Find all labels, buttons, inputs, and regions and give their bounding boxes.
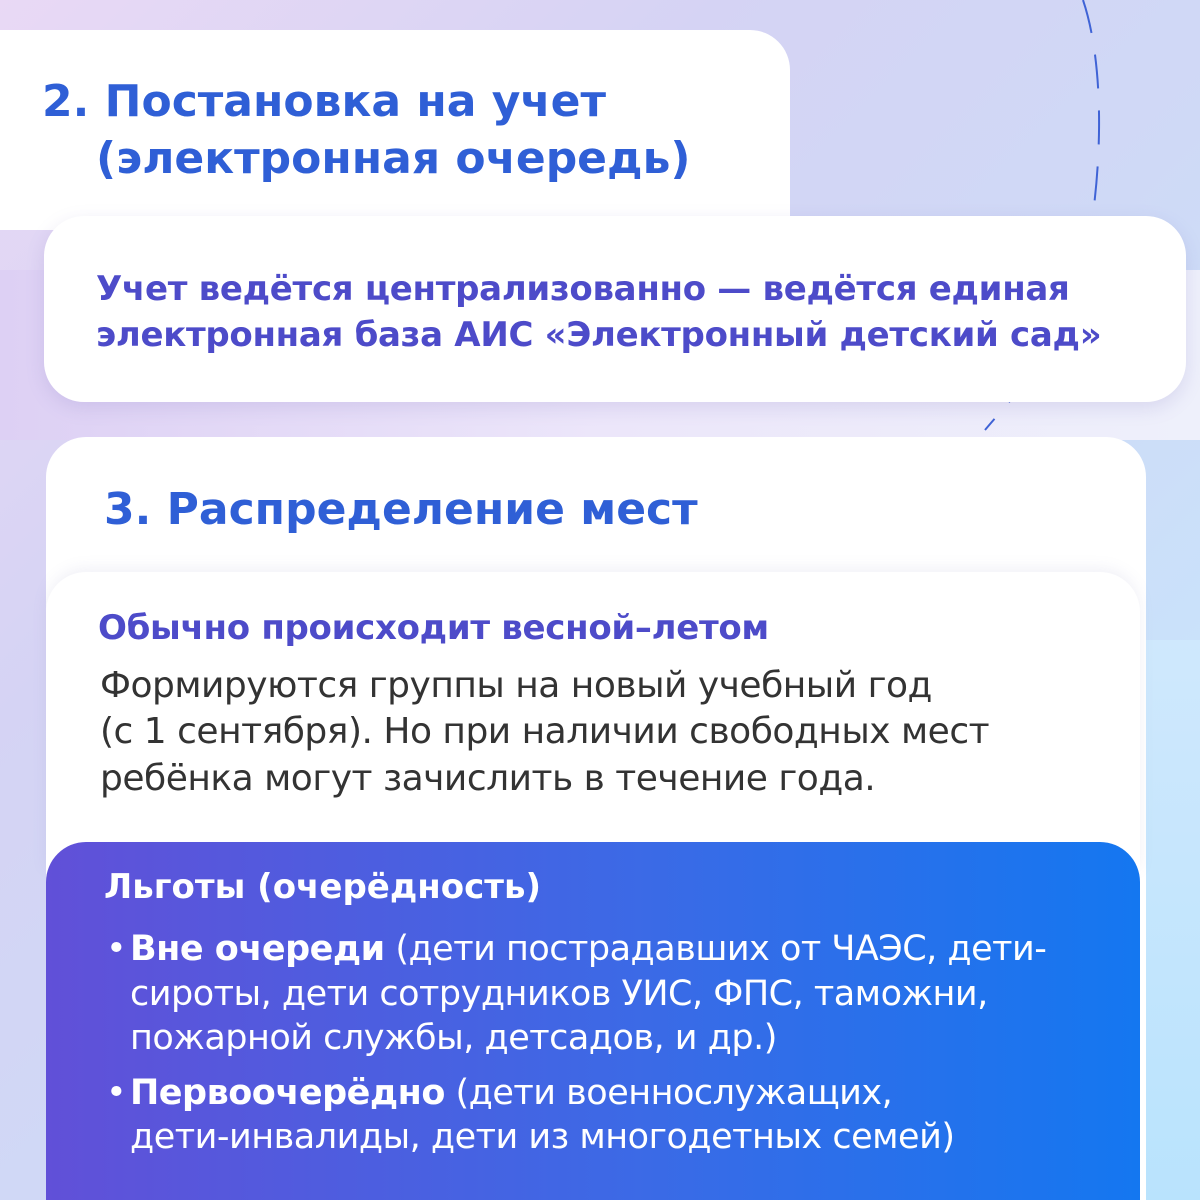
benefit-item2-line1 [130, 1073, 893, 1113]
section2-title-line2: (электронная очередь) [96, 133, 691, 184]
benefit-item1-line1 [130, 929, 1047, 969]
section3-subheading: Обычно происходит весной–летом [98, 608, 769, 648]
section3-body-line1: Формируются группы на новый учебный год [100, 665, 932, 706]
benefit-item1-line2: сироты, дети сотрудников УИС, ФПС, таможни, [130, 974, 988, 1014]
section2-info-card [44, 216, 1186, 402]
section2-info-line2: электронная база АИС «Электронный детский сад» [96, 315, 1102, 355]
bullet-icon: • [106, 929, 127, 969]
benefit-item2-line1-text: (дети военнослужащих, [444, 1073, 893, 1113]
benefit-item1-line1-text: (дети пострадавших от ЧАЭС, дети- [384, 929, 1047, 969]
section2-title-card [0, 30, 790, 230]
section2-info-line1: Учет ведётся централизованно — ведётся единая [96, 269, 1070, 309]
section3-title: 3. Распределение мест [104, 484, 698, 535]
benefit-item2-bold: Первоочерёдно [130, 1073, 445, 1113]
benefit-item1-bold: Вне очереди [130, 929, 385, 969]
benefit-item1-line3: пожарной службы, детсадов, и др.) [130, 1018, 777, 1058]
section3-body-line3: ребёнка могут зачислить в течение года. [100, 758, 876, 799]
section2-title-line1: 2. Постановка на учет [42, 76, 606, 127]
benefits-heading: Льготы (очерёдность) [104, 867, 542, 907]
bullet-icon: • [106, 1073, 127, 1113]
section3-body-line2: (с 1 сентября). Но при наличии свободных мест [100, 711, 990, 752]
benefit-item2-line2: дети-инвалиды, дети из многодетных семей) [130, 1117, 955, 1157]
